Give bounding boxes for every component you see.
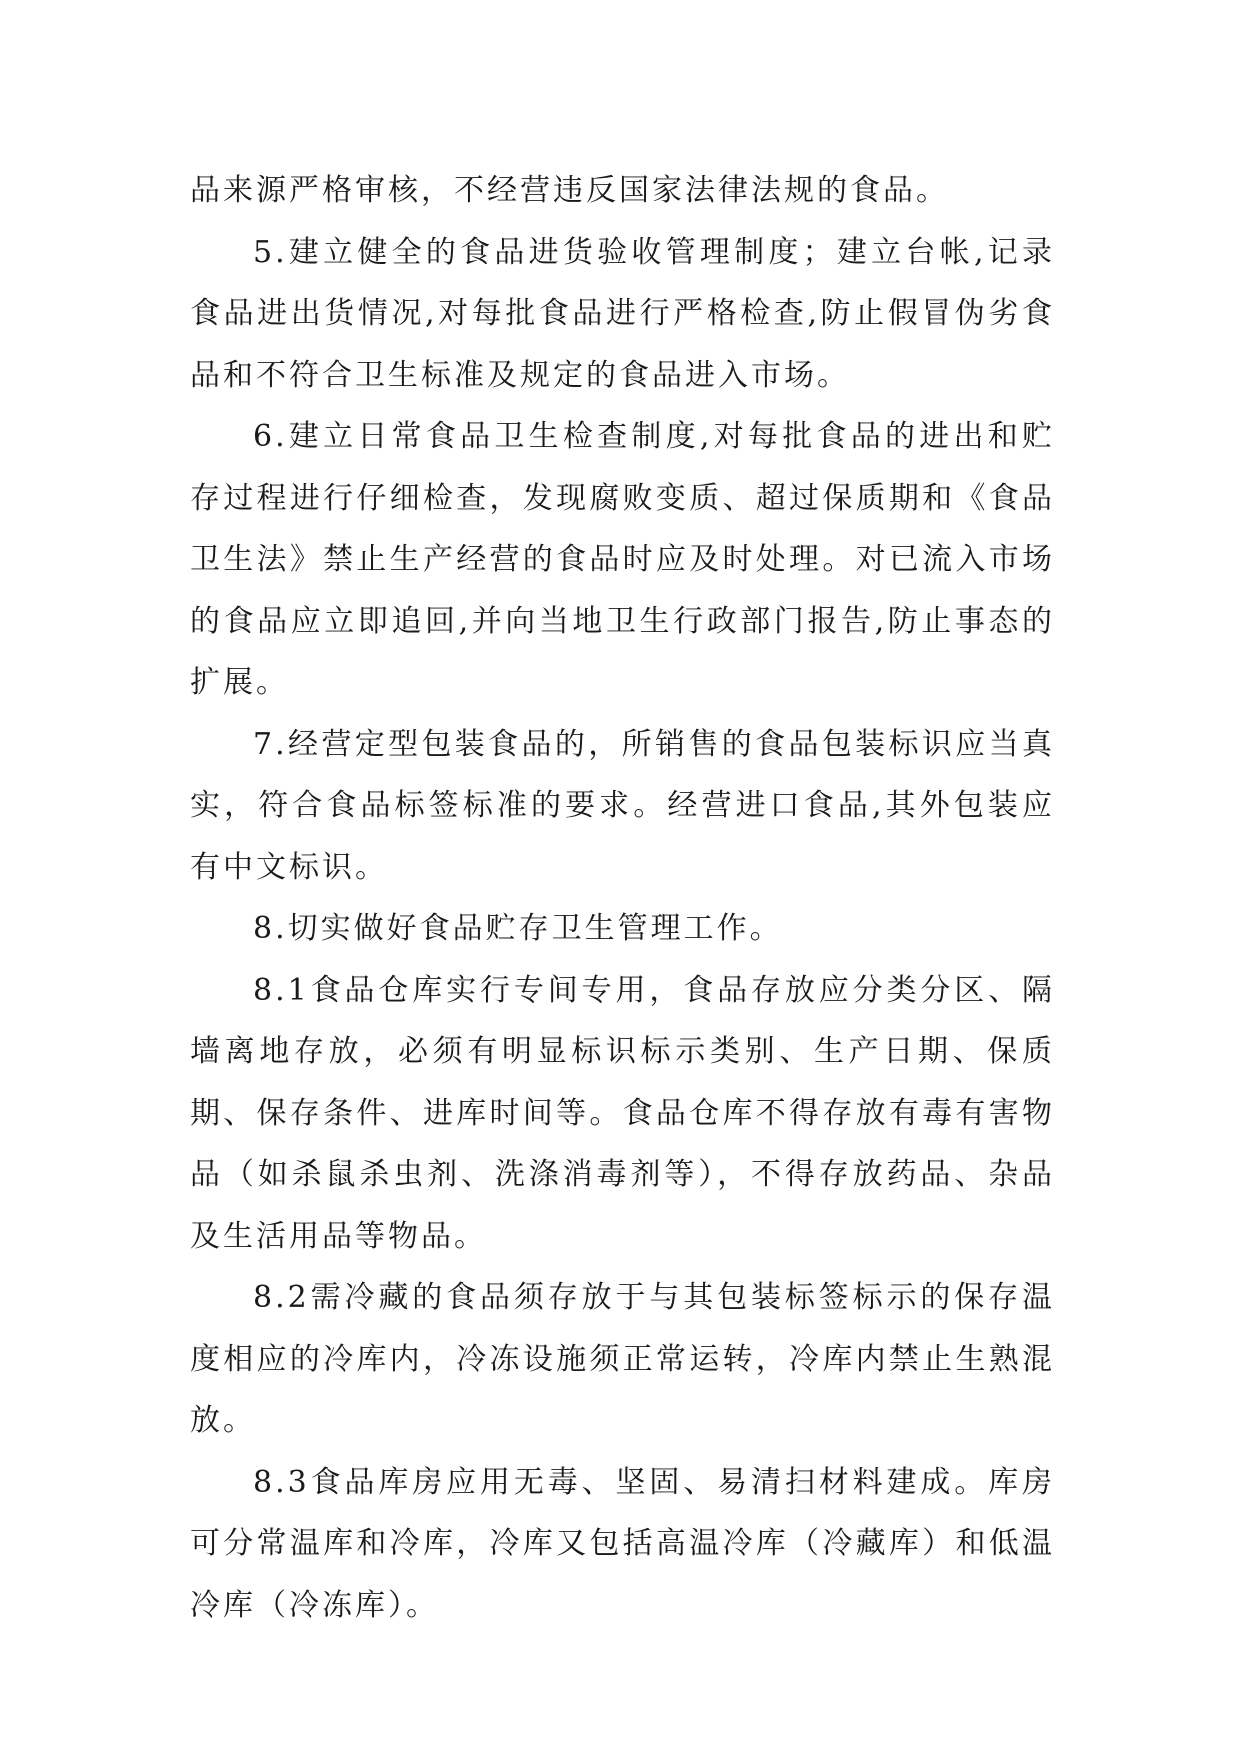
paragraph-continuation: 品来源严格审核，不经营违反国家法律法规的食品。 (190, 173, 949, 208)
paragraph-item-6: 6.建立日常食品卫生检查制度,对每批食品的进出和贮存过程进行仔细检查，发现腐败变质、超过保质期和《食品卫生法》禁止生产经营的食品时应及时处理。对已流入市场的食品应立即追回,并向当地卫生行政部门报告,防止事态的扩展。 (190, 419, 1055, 700)
paragraph-item-8-1: 8.1食品仓库实行专间专用，食品存放应分类分区、隔墙离地存放，必须有明显标识标示类别、生产日期、保质期、保存条件、进库时间等。食品仓库不得存放有毒有害物品（如杀鼠杀虫剂、洗涤消毒剂等），不得存放药品、杂品及生活用品等物品。 (190, 972, 1055, 1254)
document-body (190, 160, 1055, 1636)
paragraph-item-8: 8.切实做好食品贮存卫生管理工作。 (253, 911, 783, 946)
paragraph-item-8-2: 8.2需冷藏的食品须存放于与其包装标签标示的保存温度相应的冷库内，冷冻设施须正常运转，冷库内禁止生熟混放。 (190, 1280, 1055, 1438)
paragraph-item-5: 5.建立健全的食品进货验收管理制度；建立台帐,记录食品进出货情况,对每批食品进行严格检查,防止假冒伪劣食品和不符合卫生标准及规定的食品进入市场。 (190, 234, 1055, 393)
paragraph-item-7: 7.经营定型包装食品的，所销售的食品包装标识应当真实，符合食品标签标准的要求。经营进口食品,其外包装应有中文标识。 (190, 726, 1055, 885)
paragraph-item-8-3: 8.3食品库房应用无毒、坚固、易清扫材料建成。库房可分常温库和冷库，冷库又包括高温冷库（冷藏库）和低温冷库（冷冻库）。 (190, 1464, 1055, 1623)
